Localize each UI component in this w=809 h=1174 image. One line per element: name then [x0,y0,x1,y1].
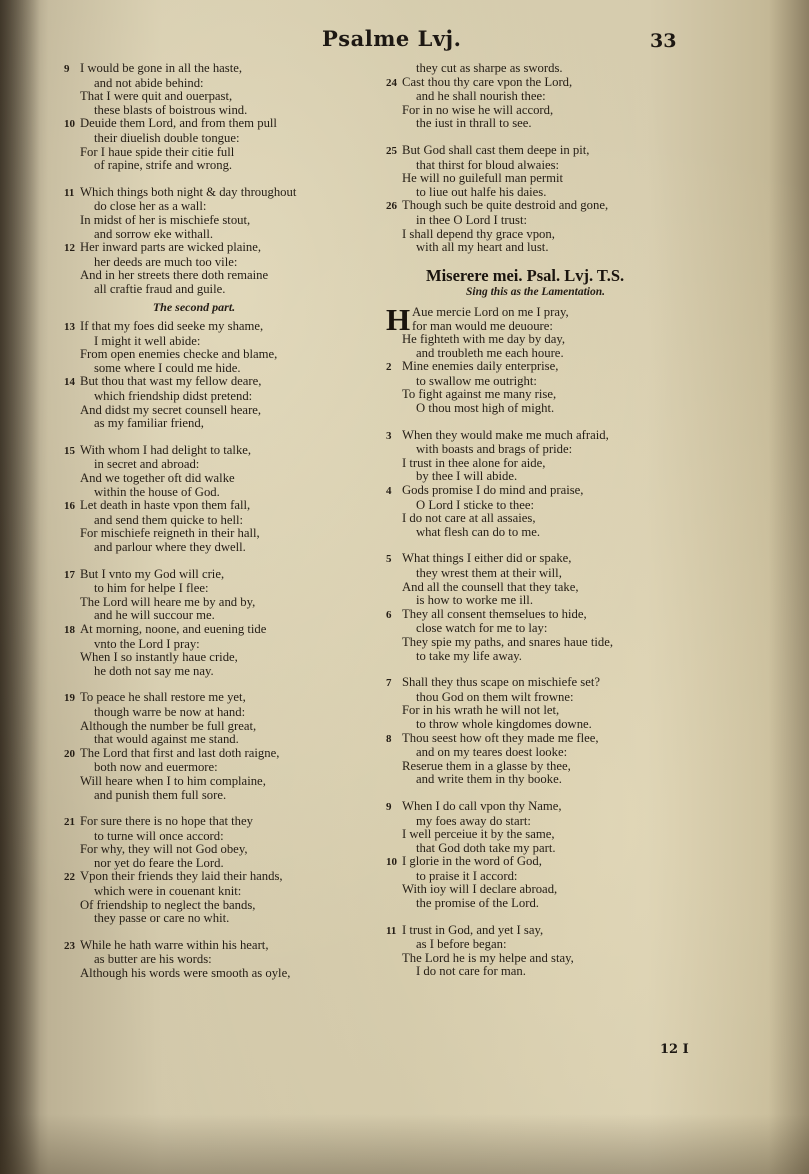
verse-number: 21 [64,816,75,829]
verse-text: and he will succour me. [94,608,215,623]
verse-line [386,388,658,402]
verse-line [64,885,384,899]
verse-line [64,486,384,500]
verse-text: Shall they thus scape on mischiefe set? [402,675,601,690]
verse-line [64,789,384,803]
verse-text: which were in couenant knit: [94,884,242,899]
verse-text: When I so instantly haue cride, [80,650,238,665]
verse-line [64,200,384,214]
verse-number: 12 [64,242,75,255]
verse-line [386,375,658,389]
verse-text: The Lord will heare me by and by, [80,594,256,609]
verse-line [64,623,384,638]
verse-text: With whom I had delight to talke, [80,442,252,457]
verse-line [386,883,658,897]
verse-line [386,526,658,540]
verse-line [386,144,658,159]
verse-text: I well perceiue it by the same, [402,827,555,842]
verse-line [386,676,658,691]
verse-line [64,691,384,706]
dropcap-container [386,301,658,416]
verse-line [64,912,384,926]
verse-text: Will heare when I to him complaine, [80,773,266,788]
verse-text: In midst of her is mischiefe stout, [80,212,251,227]
verse-line [386,773,658,787]
verse-line [386,457,658,471]
verse-text: that God doth take my part. [416,840,556,855]
verse-text: For in his wrath he will not let, [402,703,560,718]
tune-note: Sing this as the Lamentation. [466,286,605,299]
stanza-block [64,568,384,679]
verse-text: Vpon their friends they laid their hands, [80,869,283,884]
verse-line [386,402,658,416]
verse-text: these blasts of boistrous wind. [94,102,248,117]
verse-line [64,417,384,431]
verse-text: But I vnto my God will crie, [80,566,225,581]
verse-line [64,146,384,160]
verse-line [386,512,658,526]
verse-text: When they would make me much afraid, [402,427,609,442]
verse-line [386,62,658,76]
verse-line [64,117,384,132]
verse-line [64,582,384,596]
verse-text: Cast thou thy care vpon the Lord, [402,74,573,89]
verse-text: At morning, noone, and euening tide [80,621,267,636]
verse-text: For why, they will not God obey, [80,842,248,857]
verse-text: When I do call vpon thy Name, [402,798,562,813]
verse-text: Thou seest how oft they made me flee, [402,730,599,745]
verse-line [386,552,658,567]
verse-line [64,761,384,775]
verse-text: Reserue them in a glasse by thee, [402,758,571,773]
verse-number: 16 [64,500,75,513]
verse-line [386,746,658,760]
verse-number: 7 [386,677,392,690]
verse-text: they cut as sharpe as swords. [416,61,563,75]
verse-text: For sure there is no hope that they [80,814,254,829]
stanza-block [386,924,658,979]
verse-text: the promise of the Lord. [416,896,539,911]
verse-text: which friendship didst pretend: [94,389,253,404]
verse-number: 13 [64,321,75,334]
verse-line [386,897,658,911]
verse-number: 20 [64,747,75,760]
verse-text: The Lord that first and last doth raigne, [80,745,280,760]
verse-text: But God shall cast them deepe in pit, [402,142,590,157]
verse-number: 23 [64,939,75,952]
drop-capital: H [386,301,411,337]
verse-line [64,320,384,335]
verse-number: 11 [386,924,397,937]
verse-line [64,815,384,830]
verse-text: some where I could me hide. [94,360,241,375]
verse-line [64,62,384,77]
verse-line [386,306,658,320]
verse-text: What things I either did or spake, [402,551,572,566]
verse-text: they passe or care no whit. [94,911,230,926]
verse-text: Her inward parts are wicked plaine, [80,240,262,255]
verse-text: he doth not say me nay. [94,663,214,678]
verse-number: 2 [386,361,392,374]
verse-text: as butter are his words: [94,952,212,967]
verse-text: in thee O Lord I trust: [416,212,527,227]
verse-text: by thee I will abide. [416,469,518,484]
verse-line [386,704,658,718]
verse-text: to throw whole kingdomes downe. [416,716,592,731]
verse-text: And didst my secret counsell heare, [80,402,262,417]
verse-number: 4 [386,485,392,498]
verse-line [386,622,658,636]
verse-text: both now and euermore: [94,760,218,775]
verse-line [386,228,658,242]
verse-number: 17 [64,568,75,581]
verse-line [386,952,658,966]
running-head: Psalme Lvj. [322,26,462,51]
verse-line [64,269,384,283]
verse-line [386,815,658,829]
verse-text: To fight against me many rise, [402,387,557,402]
verse-line [64,870,384,885]
verse-number: 3 [386,429,392,442]
verse-line [64,665,384,679]
verse-line [386,117,658,131]
verse-text: what flesh can do to me. [416,524,541,539]
verse-line [64,843,384,857]
page-number: 33 [650,30,677,52]
verse-number: 6 [386,608,392,621]
verse-text: I do not care at all assaies, [402,511,536,526]
verse-text: as my familiar friend, [94,416,204,431]
verse-line [64,967,384,981]
verse-line [64,362,384,376]
verse-line [386,718,658,732]
stanza-block [386,800,658,911]
verse-text: to him for helpe I flee: [94,581,209,596]
verse-number: 25 [386,144,397,157]
verse-text: Gods promise I do mind and praise, [402,483,584,498]
verse-number: 10 [64,118,75,131]
verse-text: to take my life away. [416,648,522,663]
stanza-block [386,552,658,663]
catchword: 12 I [660,1042,689,1057]
left-column [64,62,384,981]
verse-line [386,76,658,91]
verse-text: For in no wise he will accord, [402,102,554,117]
verse-line [64,186,384,201]
verse-text: do close her as a wall: [94,199,207,214]
verse-text: to turne will once accord: [94,828,224,843]
verse-line [386,760,658,774]
verse-line [386,241,658,255]
verse-line [386,636,658,650]
psalm-title: Miserere mei. Psal. Lvj. T.S. [426,265,625,285]
verse-text: as I before began: [416,937,507,952]
verse-line [386,333,658,347]
verse-text: Deuide them Lord, and from them pull [80,116,277,131]
verse-line [386,870,658,884]
verse-text: to liue out halfe his daies. [416,184,547,199]
verse-line [64,256,384,270]
verse-line [386,320,658,334]
verse-line [386,924,658,939]
verse-text: I might it well abide: [94,333,201,348]
verse-line [64,899,384,913]
verse-line [64,444,384,459]
verse-line [386,159,658,173]
verse-text: Although his words were smooth as oyle, [80,966,291,981]
verse-text: is how to worke me ill. [416,593,533,608]
verse-line [64,472,384,486]
verse-line [64,348,384,362]
verse-line [386,484,658,499]
verse-text: her deeds are much too vile: [94,254,238,269]
verse-text: of rapine, strife and wrong. [94,158,233,173]
verse-line [64,90,384,104]
verse-text: the iust in thrall to see. [416,116,532,131]
verse-line [386,567,658,581]
verse-text: That I were quit and ouerpast, [80,89,233,104]
verse-text: They spie my paths, and snares haue tide, [402,634,614,649]
verse-line [64,651,384,665]
verse-line [386,347,658,361]
verse-text: With ioy will I declare abroad, [402,882,558,897]
verse-line [64,159,384,173]
verse-line [386,855,658,870]
verse-text: vnto the Lord I pray: [94,636,200,651]
verse-text: for man would me deuoure: [412,318,553,333]
verse-line [386,842,658,856]
stanza-block [64,320,384,431]
verse-line [64,335,384,349]
verse-text: And all the counsell that they take, [402,579,579,594]
verse-text: and send them quicke to hell: [94,512,244,527]
verse-text: O Lord I sticke to thee: [416,497,535,512]
verse-line [64,939,384,954]
verse-line [386,938,658,952]
verse-text: O thou most high of might. [416,401,555,416]
verse-line [386,90,658,104]
stanza-block [64,186,384,297]
verse-line [64,568,384,583]
verse-line [386,470,658,484]
verse-line [386,104,658,118]
verse-text: If that my foes did seeke my shame, [80,319,264,334]
verse-line [64,609,384,623]
verse-line [386,429,658,444]
verse-line [64,720,384,734]
verse-text: and parlour where they dwell. [94,540,246,554]
verse-text: and sorrow eke withall. [94,226,214,241]
verse-text: I trust in God, and yet I say, [402,922,544,937]
verse-number: 5 [386,553,392,566]
verse-line [386,581,658,595]
verse-text: I shall depend thy grace vpon, [402,226,555,241]
verse-text: Let death in haste vpon them fall, [80,498,251,513]
verse-line [386,650,658,664]
verse-number: 18 [64,623,75,636]
verse-line [386,800,658,815]
verse-text: He fighteth with me day by day, [402,332,566,347]
stanza-block [64,815,384,926]
verse-text: that would against me stand. [94,732,239,747]
verse-number: 24 [386,76,397,89]
verse-text: He will no guilefull man permit [402,171,564,186]
stanza-block [386,144,658,255]
verse-number: 10 [386,856,397,869]
verse-number: 11 [64,186,75,199]
verse-text: To peace he shall restore me yet, [80,690,246,705]
verse-line [64,228,384,242]
verse-line [64,390,384,404]
verse-line [64,953,384,967]
verse-number: 9 [64,63,70,75]
stanza-block [386,676,658,787]
verse-number: 14 [64,376,75,389]
verse-line [64,596,384,610]
section-heading: The second part. [152,299,236,314]
verse-text: thou God on them wilt frowne: [416,689,574,704]
verse-line [64,775,384,789]
verse-text: Although the number be full great, [80,718,257,733]
verse-line [386,214,658,228]
verse-text: all craftie fraud and guile. [94,281,226,296]
verse-number: 26 [386,200,397,213]
verse-text: Which things both night & day throughout [80,184,297,199]
verse-line [386,828,658,842]
verse-line [386,732,658,747]
verse-number: 9 [386,800,392,813]
verse-text: Mine enemies daily enterprise, [402,359,559,374]
verse-text: I glorie in the word of God, [402,854,542,869]
verse-line [64,747,384,762]
verse-text: with all my heart and lust. [416,240,549,255]
verse-text: with boasts and brags of pride: [416,442,573,457]
verse-line [64,104,384,118]
verse-line [64,706,384,720]
verse-line [64,499,384,514]
verse-line [64,132,384,146]
verse-line [64,733,384,747]
stanza-block [64,62,384,173]
verse-text: close watch for me to lay: [416,621,548,636]
stanza-block [386,429,658,540]
verse-number: 15 [64,444,75,457]
verse-text: nor yet do feare the Lord. [94,855,224,870]
verse-line [64,514,384,528]
verse-number: 8 [386,732,392,745]
verse-text: And we together oft did walke [80,471,235,486]
verse-text: and on my teares doest looke: [416,745,568,760]
verse-text: to praise it I accord: [416,868,518,883]
verse-text: For I haue spide their citie full [80,144,235,159]
verse-line [386,186,658,200]
verse-text: and not abide behind: [94,75,204,90]
verse-text: The Lord he is my helpe and stay, [402,950,574,965]
verse-text: For mischiefe reigneth in their hall, [80,526,260,541]
verse-text: But thou that wast my fellow deare, [80,374,262,389]
stanza-block [64,939,384,981]
verse-line [386,608,658,623]
verse-text: and troubleth me each houre. [416,345,564,360]
verse-line [386,443,658,457]
verse-text: that thirst for bloud alwaies: [416,157,560,172]
verse-line [64,283,384,297]
verse-number: 22 [64,871,75,884]
verse-text: And in her streets there doth remaine [80,268,269,283]
verse-text: in secret and abroad: [94,457,200,472]
verse-line [64,857,384,871]
verse-text: they wrest them at their will, [416,566,562,580]
verse-text: Of friendship to neglect the bands, [80,897,256,912]
verse-line [64,404,384,418]
stanza-block [64,691,384,802]
verse-line [64,830,384,844]
verse-line [386,499,658,513]
verse-line [64,638,384,652]
verse-text: I do not care for man. [416,964,526,979]
verse-line [64,375,384,390]
gutter-shadow [0,0,40,1174]
verse-text: and punish them full sore. [94,787,227,802]
verse-text: I trust in thee alone for aide, [402,455,546,470]
verse-line [386,172,658,186]
verse-line [64,527,384,541]
verse-text: While he hath warre within his heart, [80,937,269,952]
verse-line [64,214,384,228]
verse-line [386,691,658,705]
verse-text: within the house of God. [94,484,220,499]
stanza-block [386,62,658,131]
verse-text: I would be gone in all the haste, [80,61,243,75]
verse-line [64,77,384,91]
verse-text: Aue mercie Lord on me I pray, [412,304,569,319]
verse-text: Though such be quite destroid and gone, [402,198,609,213]
verse-text: their diuelish double tongue: [94,130,240,145]
verse-line [386,360,658,375]
verse-line [386,199,658,214]
verse-number: 19 [64,692,75,705]
verse-text: They all consent themselues to hide, [402,606,587,621]
verse-text: and write them in thy booke. [416,772,562,787]
verse-line [64,458,384,472]
verse-line [64,241,384,256]
verse-text: though warre be now at hand: [94,704,246,719]
verse-line [386,965,658,979]
verse-text: From open enemies checke and blame, [80,347,278,362]
verse-text: to swallow me outright: [416,373,537,388]
verse-line [386,594,658,608]
verse-line [64,541,384,555]
stanza-block [64,444,384,555]
verse-text: my foes away do start: [416,813,531,828]
page-bottom-shade [0,1114,809,1174]
stanza-block [386,301,658,416]
right-column [386,62,658,979]
verse-text: and he shall nourish thee: [416,89,546,104]
